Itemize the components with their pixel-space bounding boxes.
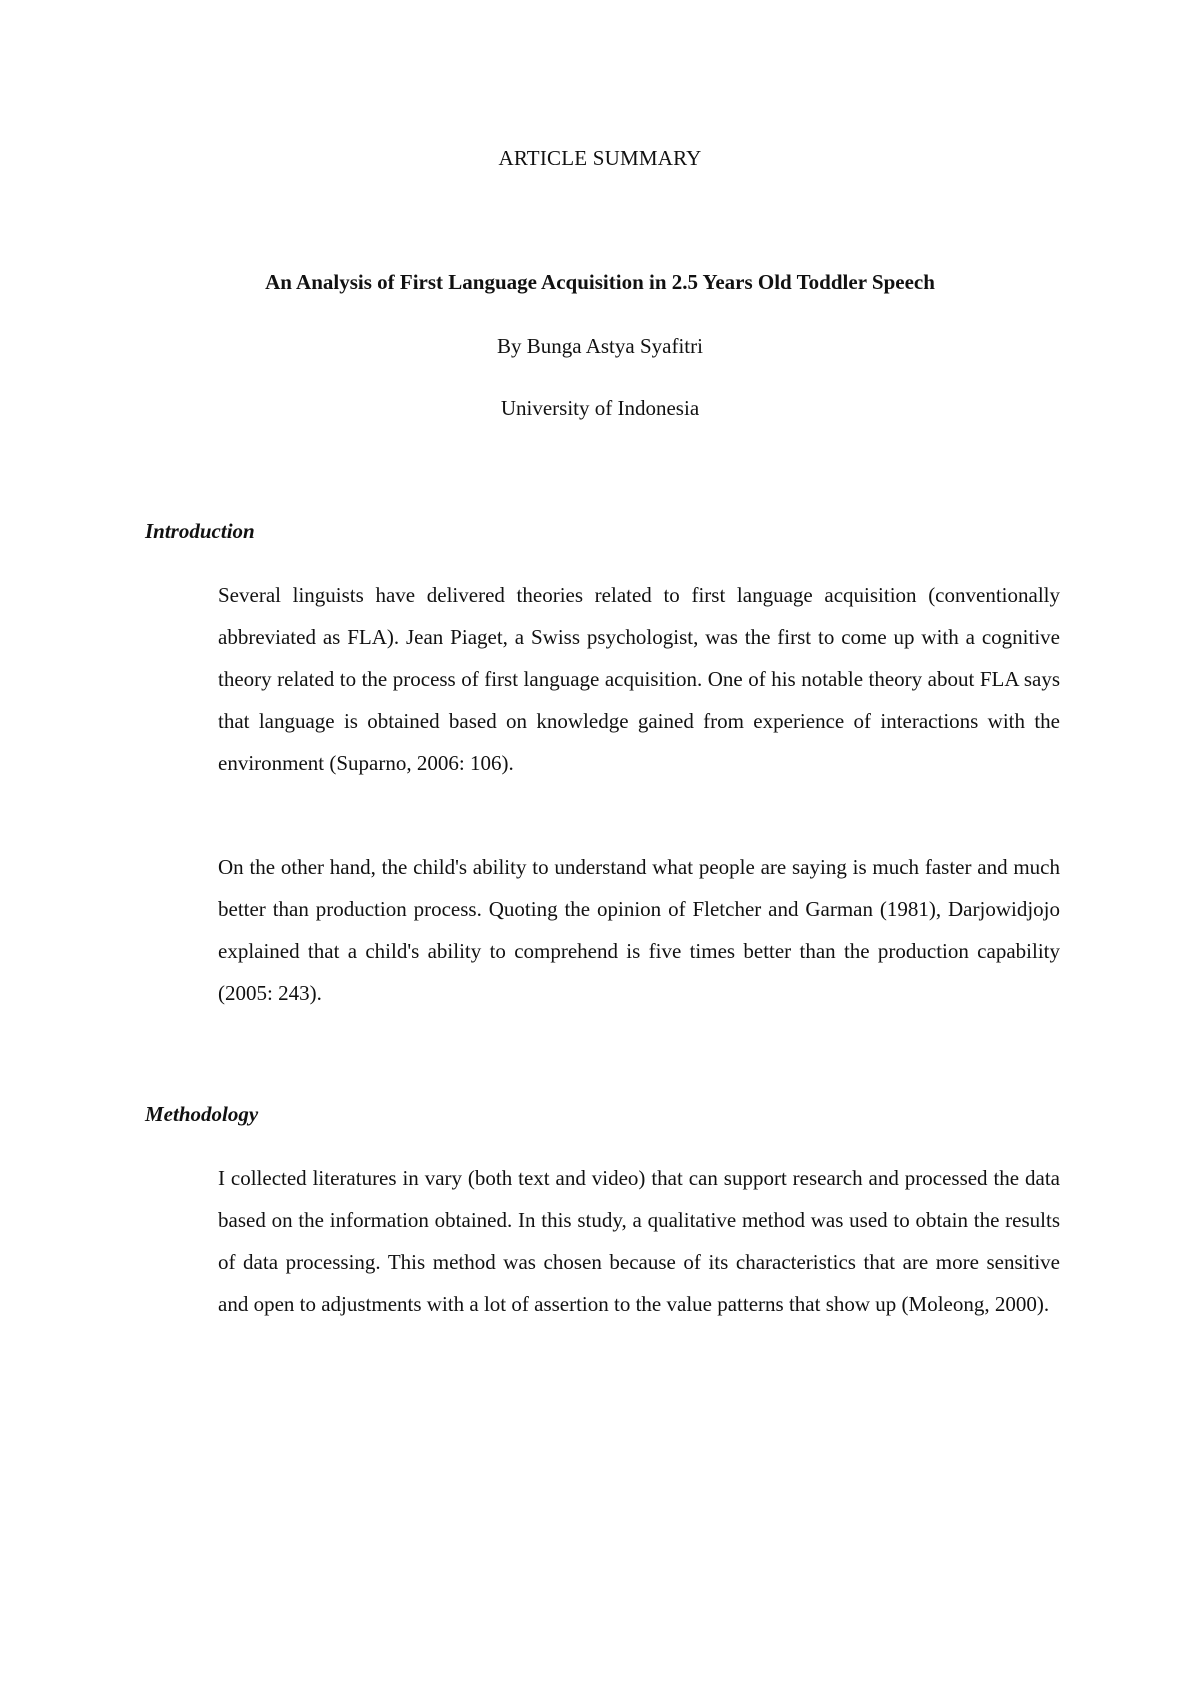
methodology-heading: Methodology — [145, 1102, 259, 1126]
article-title: An Analysis of First Language Acquisition in 2.5 Years Old Toddler Speech — [265, 270, 935, 294]
document-label: ARTICLE SUMMARY — [498, 146, 702, 170]
author-line: By Bunga Astya Syafitri — [497, 334, 703, 358]
introduction-heading: Introduction — [145, 519, 255, 543]
methodology-paragraph-1: I collected literatures in vary (both text and video) that can support research and processed the data based on the information obtained. In this study, a qualitative method was used to obtain the results of data processing. This method was chosen because of its characteristics that are more sensitive and open to adjustments with a lot of assertion to the value patterns that show up (Moleong, 2000). — [218, 1166, 1060, 1316]
introduction-paragraph-2: On the other hand, the child's ability to understand what people are saying is much faster and much better than production process. Quoting the opinion of Fletcher and Garman (1981), Darjowidjojo explained that a child's ability to comprehend is five times better than the production capability (2005: 243). — [218, 855, 1060, 1005]
affiliation-line: University of Indonesia — [500, 396, 700, 420]
introduction-paragraph-1: Several linguists have delivered theories related to first language acquisition (conventionally abbreviated as FLA). Jean Piaget, a Swiss psychologist, was the first to come up with a cognitive theory related to the process of first language acquisition. One of his notable theory about FLA says that language is obtained based on knowledge gained from experience of interactions with the environment (Suparno, 2006: 106). — [218, 583, 1060, 775]
